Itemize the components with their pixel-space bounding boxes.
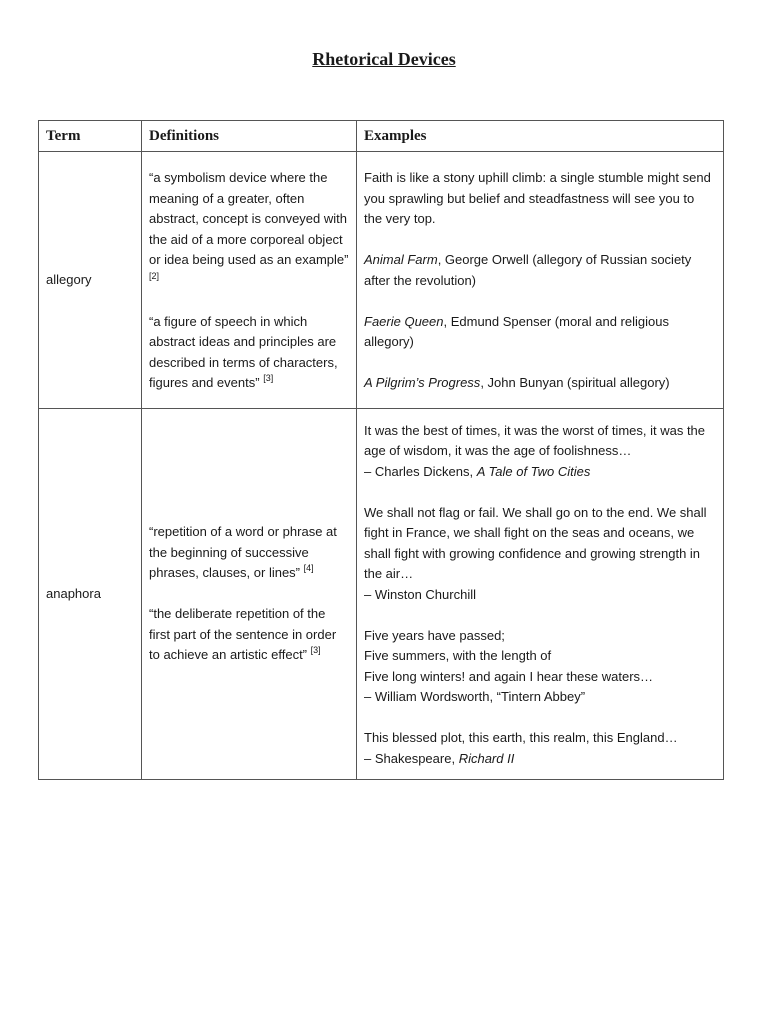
footnote-ref: [2] xyxy=(149,270,160,281)
work-title: A Pilgrim’s Progress xyxy=(364,375,481,390)
example-attribution: – William Wordsworth, “Tintern Abbey” xyxy=(364,689,586,704)
footnote-ref: [3] xyxy=(310,645,321,655)
rhetorical-devices-table xyxy=(38,120,724,780)
example-quote: We shall not flag or fail. We shall go on to the end. We shall fight in France, we shall fight on the seas and oceans, we shall fight with growing confidence and growing strength in the air… xyxy=(364,504,707,581)
example xyxy=(364,728,715,769)
example: A Pilgrim’s Progress, John Bunyan (spiritual allegory) xyxy=(364,375,670,390)
work-title: Richard II xyxy=(458,750,515,766)
header-term: Term xyxy=(39,121,142,152)
header-examples: Examples xyxy=(357,121,724,152)
table-row xyxy=(39,152,724,409)
footnote-ref: [4] xyxy=(303,563,314,573)
examples-cell xyxy=(357,152,724,409)
examples-cell xyxy=(357,408,724,780)
table-header-row xyxy=(39,121,724,152)
example xyxy=(364,626,715,708)
definition: “the deliberate repetition of the first part of the sentence in order to achieve an artistic effect” [3] xyxy=(149,606,337,662)
header-definitions: Definitions xyxy=(142,121,357,152)
term-cell xyxy=(39,408,142,780)
example-attribution: – Charles Dickens, A Tale of Two Cities xyxy=(364,463,591,479)
footnote-ref: [3] xyxy=(263,373,274,383)
example-quote: This blessed plot, this earth, this realm, this England… xyxy=(364,730,678,745)
example xyxy=(364,421,715,483)
poem-line: Five summers, with the length of xyxy=(364,648,552,663)
definition: “a figure of speech in which abstract ideas and principles are described in terms of characters, figures and events” [3] xyxy=(149,313,338,390)
work-title: A Tale of Two Cities xyxy=(476,463,591,479)
example-attribution: – Shakespeare, Richard II xyxy=(364,750,515,766)
example: Animal Farm, George Orwell (allegory of Russian society after the revolution) xyxy=(364,252,692,288)
term-anaphora: anaphora xyxy=(46,586,101,602)
term-allegory: allegory xyxy=(46,272,92,288)
example xyxy=(364,503,715,606)
poem-line: Five long winters! and again I hear these waters… xyxy=(364,668,654,684)
work-title: Faerie Queen xyxy=(364,313,444,329)
definitions-cell xyxy=(142,408,357,780)
term-cell xyxy=(39,152,142,409)
example: Faith is like a stony uphill climb: a single stumble might send you sprawling but belief and steadfastness will see you to the very top. xyxy=(364,170,711,226)
definition: “a symbolism device where the meaning of a greater, often abstract, concept is conveyed with the aid of a more corporeal object or idea being used as an example” [2] xyxy=(149,170,349,281)
work-title: Animal Farm xyxy=(364,252,438,267)
definition: “repetition of a word or phrase at the beginning of successive phrases, clauses, or lines” [4] xyxy=(149,524,337,580)
definitions-cell xyxy=(142,152,357,409)
page-title: Rhetorical Devices xyxy=(312,49,456,69)
example: Faerie Queen, Edmund Spenser (moral and religious allegory) xyxy=(364,313,669,349)
example-attribution: – Winston Churchill xyxy=(364,586,476,602)
table-row xyxy=(39,408,724,780)
poem-line: Five years have passed; xyxy=(364,627,505,643)
example-quote: It was the best of times, it was the worst of times, it was the age of wisdom, it was the age of foolishness… xyxy=(364,422,706,458)
